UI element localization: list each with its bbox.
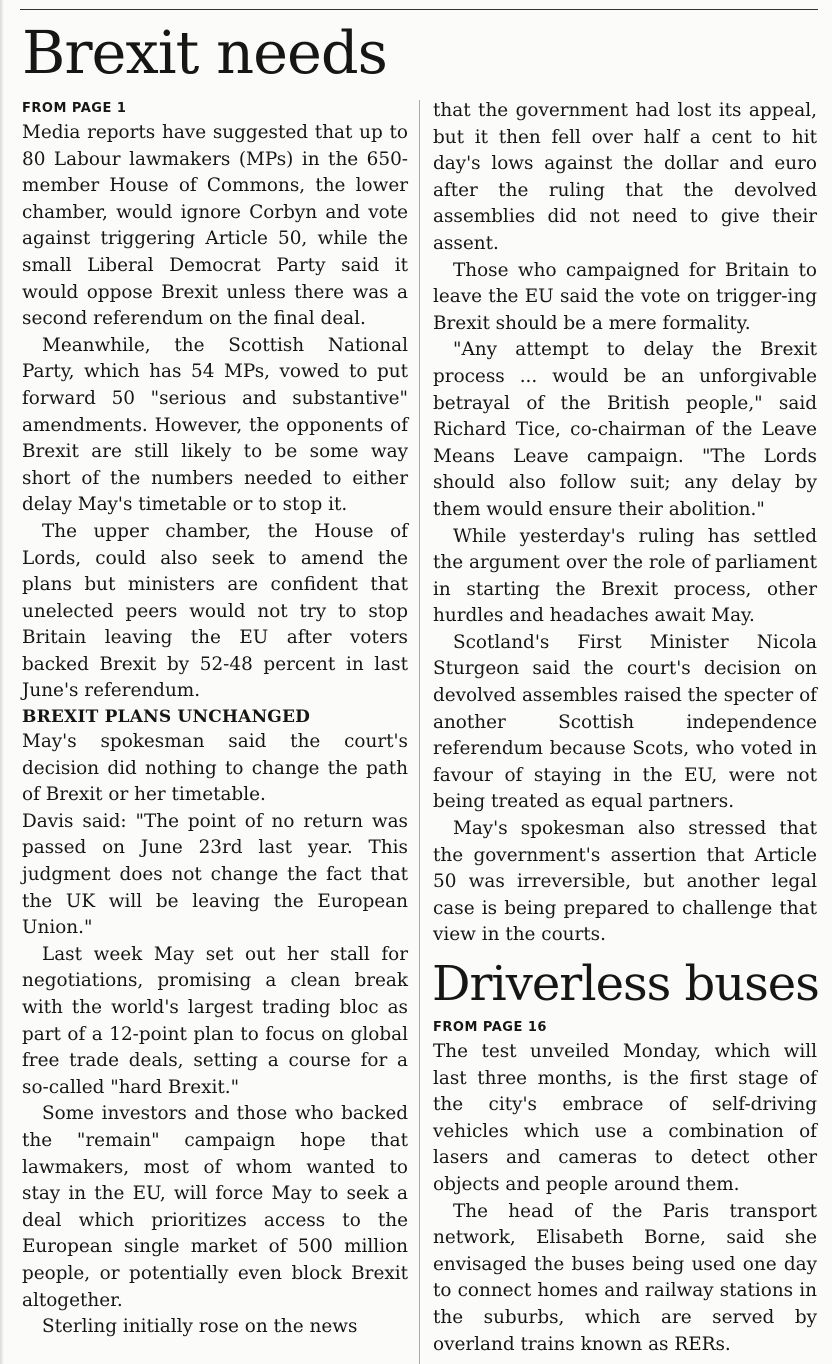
- brexit-subhead: BREXIT PLANS UNCHANGED: [22, 707, 311, 728]
- brexit-paragraph: Sterling initially rose on the news: [42, 1316, 358, 1338]
- brexit-paragraph: Those who campaigned for Britain to leave the EU said the vote on trigger-ing Brexit should be a mere formality.: [433, 259, 817, 334]
- brexit-paragraph: While yesterday's ruling has settled the argument over the role of parliament in starting the Brexit process, other hurdles and headaches await May.: [433, 525, 817, 627]
- brexit-paragraph: May's spokesman also stressed that the government's assertion that Article 50 was irreversible, but another legal case is being prepared to challenge that view in the courts.: [433, 818, 817, 946]
- brexit-paragraph: Meanwhile, the Scottish National Party, which has 54 MPs, vowed to put forward 50 "serious and substantive" amendments. However, the opponents of Brexit are still likely to be some way short of the numbers needed to either delay May's timetable or to stop it.: [22, 334, 408, 516]
- driverless-headline: Driverless buses: [432, 956, 819, 1012]
- driverless-from-page: FROM PAGE 16: [433, 1020, 547, 1035]
- page-edge-shadow: [0, 0, 4, 1364]
- driverless-paragraph: The test unveiled Monday, which will last three months, is the first stage of the city's embrace of self-driving vehicles which use a combination of lasers and cameras to detect other objects and people around them.: [433, 1041, 817, 1195]
- brexit-paragraph: that the government had lost its appeal, but it then fell over half a cent to hit day's lows against the dollar and euro after the ruling that the devolved assemblies did not need to give their assent.: [433, 100, 817, 254]
- brexit-column-2: [433, 98, 817, 949]
- brexit-from-page: FROM PAGE 1: [22, 101, 127, 116]
- brexit-paragraph: "Any attempt to delay the Brexit process ... would be an unforgivable betrayal of the British people," said Richard Tice, co-chairman of the Leave Means Leave campaign. "The Lords should also follow suit; any delay by them would ensure their abolition.": [433, 339, 817, 520]
- brexit-paragraph: Media reports have suggested that up to 80 Labour lawmakers (MPs) in the 650-member House of Commons, the lower chamber, would ignore Corbyn and vote against triggering Article 50, while the small Liberal Democrat Party said it would oppose Brexit unless there was a second referendum on the final deal.: [22, 122, 408, 330]
- column-divider: [419, 100, 420, 1364]
- brexit-paragraph: May's spokesman said the court's decision did nothing to change the path of Brexit or her timetable.: [22, 731, 408, 806]
- brexit-column-1: [22, 98, 408, 1341]
- driverless-column: [433, 1017, 817, 1358]
- brexit-paragraph: Last week May set out her stall for negotiations, promising a clean break with the world's largest trading bloc as part of a 12-point plan to focus on global free trade deals, setting a course for a so-called "hard Brexit.": [22, 943, 408, 1098]
- brexit-paragraph: Scotland's First Minister Nicola Sturgeon said the court's decision on devolved assembles raised the specter of another Scottish independence referendum because Scots, who voted in favour of staying in the EU, were not being treated as equal partners.: [433, 631, 817, 813]
- driverless-paragraph: The head of the Paris transport network, Elisabeth Borne, said she envisaged the buses being used one day to connect homes and railway stations in the suburbs, which are served by overland trains known as RERs.: [433, 1200, 817, 1355]
- brexit-paragraph: Davis said: "The point of no return was passed on June 23rd last year. This judgment does not change the fact that the UK will be leaving the European Union.": [22, 810, 408, 939]
- brexit-paragraph: Some investors and those who backed the "remain" campaign hope that lawmakers, most of whom wanted to stay in the EU, will force May to seek a deal which prioritizes access to the European single market of 500 million people, or potentially even block Brexit altogether.: [22, 1103, 408, 1311]
- brexit-headline: Brexit needs: [22, 18, 387, 87]
- brexit-paragraph: The upper chamber, the House of Lords, could also seek to amend the plans but ministers are confident that unelected peers would not try to stop Britain leaving the EU after voters backed Brexit by 52-48 percent in last June's referendum.: [22, 520, 408, 702]
- top-rule: [20, 9, 818, 10]
